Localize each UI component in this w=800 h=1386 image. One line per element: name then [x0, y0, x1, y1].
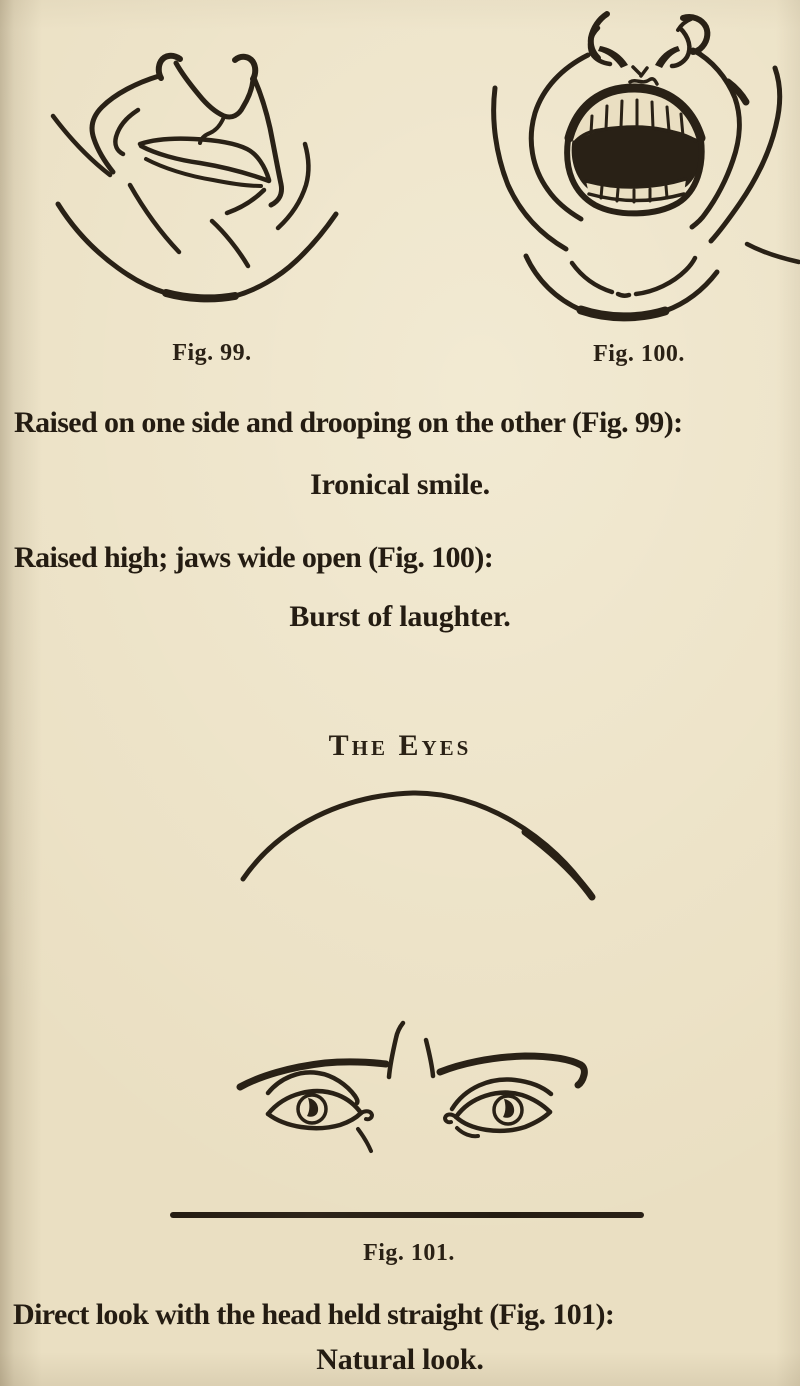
figure-101-caption: Fig. 101.	[363, 1240, 455, 1266]
para1-line1: Raised on one side and drooping on the other (Fig. 99):	[14, 406, 683, 439]
para1-line2: Ironical smile.	[310, 468, 490, 501]
para3-line2: Natural look.	[316, 1343, 484, 1376]
para2-line1: Raised high; jaws wide open (Fig. 100):	[14, 541, 494, 574]
section-heading: The Eyes	[328, 729, 472, 762]
figure-100-caption: Fig. 100.	[593, 341, 685, 367]
figure-99-caption: Fig. 99.	[172, 340, 252, 366]
figure-101-drawing	[140, 780, 660, 1180]
para2-line2: Burst of laughter.	[289, 600, 511, 633]
figure-99-drawing	[28, 18, 368, 338]
para3-line1: Direct look with the head held straight (Fig. 101):	[13, 1298, 615, 1331]
figure-100-drawing	[440, 0, 800, 330]
figure-divider-rule	[170, 1212, 644, 1218]
